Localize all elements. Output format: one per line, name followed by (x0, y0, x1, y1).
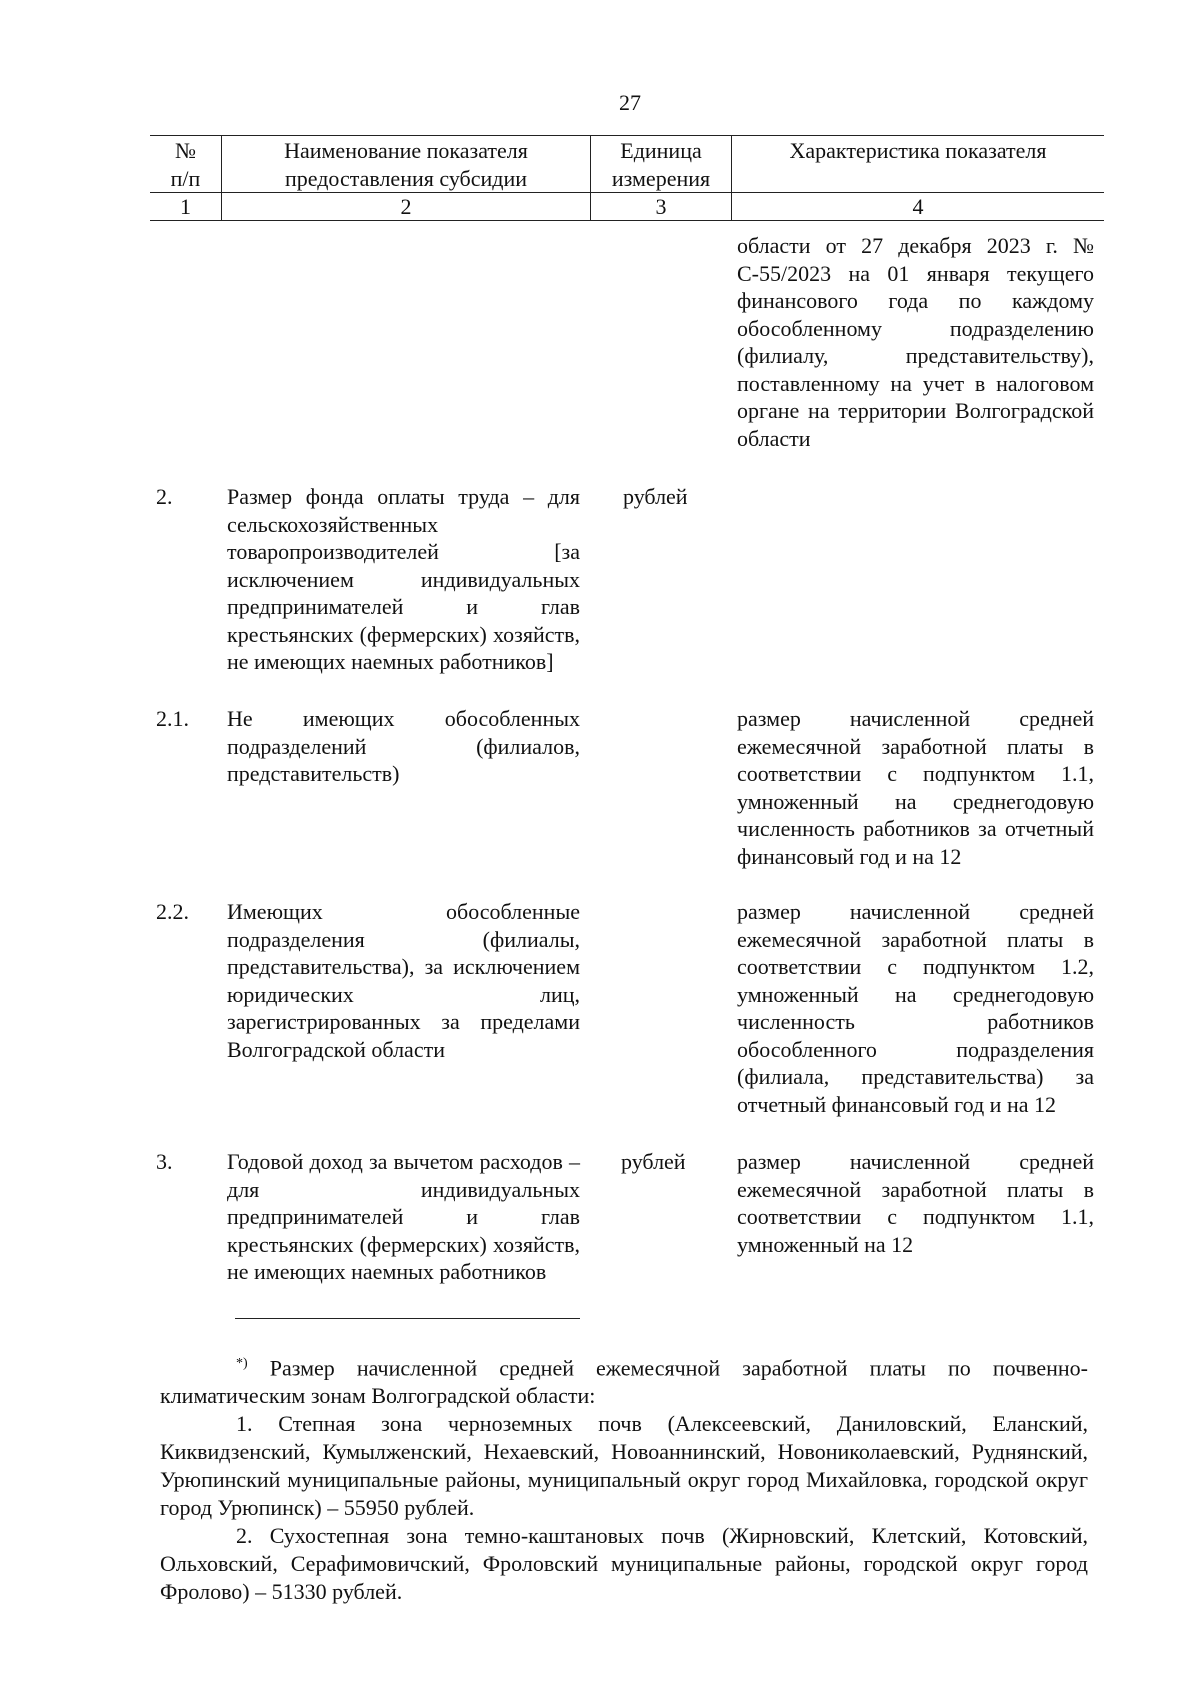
header-indicator-line2: предоставления субсидии (284, 165, 528, 191)
footnote-separator (235, 1318, 580, 1319)
row-2-number: 2. (156, 484, 173, 509)
row-2-name: Размер фонда оплаты труда – для сельскохозяйственных товаропроизводителей [за исключением индивидуальных предпринимателей и глав крестьянских (фермерских) хозяйств, не имеющих наемных работников] (227, 484, 580, 674)
row-2-2-characteristic: размер начисленной средней ежемесячной заработной платы в соответствии с подпунктом 1.2, умноженный на среднегодовую численность работников обособленного подразделения (филиала, представительства) за отчетный финансовый год и на 12 (737, 899, 1094, 1117)
row-3-unit: рублей (621, 1149, 686, 1174)
continuation-text: области от 27 декабря 2023 г. № С-55/2023 на 01 января текущего финансового года по каждому обособленному подразделению (филиалу, представительству), поставленному на учет в налоговом органе на территории Волгоградской области (737, 233, 1094, 451)
header-number (150, 137, 221, 192)
row-2-unit: рублей (623, 484, 688, 509)
footnote-intro: Размер начисленной средней ежемесячной заработной платы по почвенно-климатическим зонам Волгоградской области: (160, 1355, 1088, 1409)
row-2-2-name: Имеющих обособленные подразделения (филиалы, представительства), за исключением юридических лиц, зарегистрированных за пределами Волгоградской области (227, 899, 580, 1062)
column-number-1: 1 (180, 194, 191, 219)
row-3-name: Годовой доход за вычетом расходов – для индивидуальных предпринимателей и глав крестьянских (фермерских) хозяйств, не имеющих наемных работников (227, 1149, 580, 1284)
row-3-number: 3. (156, 1149, 173, 1174)
header-indicator-line1: Наименование показателя (284, 138, 528, 163)
column-number-2: 2 (400, 194, 412, 219)
header-indicator-name (222, 137, 590, 192)
footnote-mark: *) (236, 1356, 248, 1371)
header-number-line2: п/п (170, 165, 201, 191)
header-unit-line2: измерения (611, 165, 711, 191)
footnote-item-2: 2. Сухостепная зона темно-каштановых почв (Жирновский, Клетский, Котовский, Ольховский, Серафимовичский, Фроловский муниципальные районы, городской округ город Фролово) – 51330 рублей. (160, 1523, 1088, 1605)
footnote (160, 1350, 1088, 1606)
row-2-1-characteristic: размер начисленной средней ежемесячной заработной платы в соответствии с подпунктом 1.1, умноженный на среднегодовую численность работников за отчетный финансовый год и на 12 (737, 706, 1094, 869)
page-number: 27 (619, 90, 641, 115)
row-2-1-number: 2.1. (156, 706, 189, 731)
header-unit (591, 137, 731, 192)
footnote-intro-paragraph (160, 1350, 1088, 1410)
header-number-line1: № (175, 138, 196, 163)
column-number-3: 3 (655, 194, 667, 219)
header-unit-line1: Единица (620, 138, 702, 163)
footnote-item-1: 1. Степная зона черноземных почв (Алексеевский, Даниловский, Еланский, Киквидзенский, Кумылженский, Нехаевский, Новоаннинский, Новониколаевский, Руднянский, Урюпинский муниципальные районы, муниципальный округ город Михайловка, городской округ город Урюпинск) – 55950 рублей. (160, 1411, 1088, 1521)
column-number-4: 4 (912, 194, 924, 219)
row-2-2-number: 2.2. (156, 899, 189, 924)
table-top-border (150, 135, 1104, 136)
row-3-characteristic: размер начисленной средней ежемесячной заработной платы в соответствии с подпунктом 1.1, умноженный на 12 (737, 1149, 1094, 1257)
row-2-1-name: Не имеющих обособленных подразделений (филиалов, представительств) (227, 706, 580, 786)
header-characteristic: Характеристика показателя (789, 138, 1047, 163)
